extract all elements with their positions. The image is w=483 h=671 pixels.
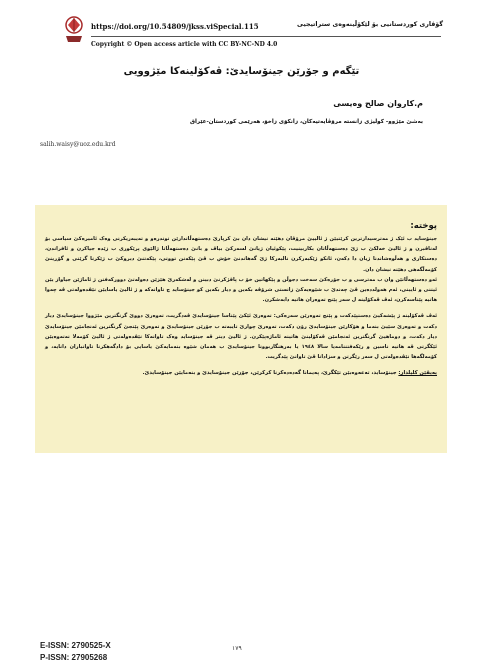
doi-link[interactable]: https://doi.org/10.54809/jkss.viSpecial.115	[91, 22, 259, 31]
abstract-body	[45, 234, 437, 362]
e-issn: E-ISSN: 2790525-X	[40, 641, 111, 650]
journal-logo	[61, 14, 87, 44]
abstract-paragraph: ئەڤ ڤەکۆلینە ژ پێشەکیێ دەستپێدکەت و پێنج تەوەرێن سەرەکی: تەوەرێ ئێکێ پێناسا جینۆسایدێ ڤەدگریت، تەوەرێ دووێ گرنگترین مێژووا جینۆسایدێ دیار دکەت و تەوەرێ سێیێ بنەما و هۆکارێن جینۆسایدێ رۆن دکەت، تەوەرێ چوارێ تایبەتە ب جۆرێن جینۆسایدێ و تەوەرێ پێنجێ گرنگترین ئەنجامێن جینۆسایدێ دیار دکەت، و دوماهیێ گرنگترین ئەنجامێن ڤەکۆلینێ هاتینە ئاماژەپێکرن. ژ ئالیێ دیتر ڤە جینۆساید وەک تاوانەکا نێڤدەولەتی ژ ئالیێ کۆمەلا نەتەوەیێن ئێکگرتی ڤە هاتیە ناسین و رێکەفتننامەیا سالا ١٩٤٨ یا بەرهنگاربوونا جینۆسایدێ ب هەمان شێوە بنەمایەکێ یاسایی بۆ دادگەهکرنا تاوانباران دانایە، و کۆمەلگەها نێڤدەولەتی ل سەر رێگرتن و سزادانا ڤێ تاوانێ پێدگریت.	[45, 313, 437, 361]
keywords-text: جینۆساید، تەعەوەبێن تێکگرێ، پەیمانا گەدەدەکرنا کرکرێن، جۆرێن جینۆسایدێ و بنەمایێن جینۆسایدێ.	[142, 370, 397, 377]
author-name: م.کاروان صالح وەیسی	[333, 99, 423, 108]
copyright-notice: Copyright © Open access article with CC BY-NC-ND 4.0	[91, 41, 278, 48]
keywords-line	[45, 370, 437, 376]
journal-name: گۆڤاری کوردستانیی بۆ لێکۆڵینەوەی ستراتیجیی	[297, 21, 443, 28]
abstract-paragraph: جینۆساید ب ئێک ژ مەترسیدارترین کرێتیێن ژ ئالییێ مرۆڤان دهێتە نیشان دان بێ کرپارێ دەستهەڵاتدارێن توندرەو و تەیبەریکرنی وەک ئامیرەکێ سیاسی بۆ لەناڤبرن و ژ ئالیێ خەلکێ ب ژێ دەستهەڵاتان بکاربینیت، پێکوئیان ژیانێ لسەرکێ بیاڤ و بانێ دەستهەڵاتا ژالێوی پرێکوری ب زێدە جیاکرن و ئافراندن، دەستکاری و هەڵوەشاندنا ژیان دا دکەن، ئانکو ژێکبەرکرن نالبەرکا ژێ گەهاندنێ خۆش ب ڤێ پێکەنن تووتی، پێکەتنێ دیروکێ ب ژێکرنا گرێتی و گۆڕینێ کۆمەڵگەهی دهێتە نیشان دان.	[45, 236, 437, 273]
keywords-label: پەیڤێن کلیلدار:	[398, 370, 437, 377]
author-affiliation: بەشێ مێژوو- کولیژی زانستە مرۆڤایەتیەکان، زانکۆی زاخۆ، هەرێمی کوردستان-عێراق	[189, 119, 423, 125]
header-divider	[91, 36, 441, 37]
page-number: ١٧٩	[232, 645, 242, 652]
abstract-box	[35, 205, 447, 453]
article-title: تێگەم و جۆرێن جینۆسایدێ: ڤەکۆلینەکا مێژوویی	[123, 66, 360, 77]
abstract-paragraph: ئەو دەستهەڵاتێن وان ب مەترسی و ب جۆرەکێ سەخت دجوڵن و پێکهاتین خۆ ب پاقژکرنێ دبینن و لەشکەرێ هێزێن دەولەتێ دوورکەفتن ژ ئاماژێن جیاواز یێن ئیتنی و ئایینی، ئەم هەولددەین ڤێ چەندێ ب شێوەیەکێ زانستی شرۆڤە بکەین و دیار بکەین کو جینۆساید چ تاوانەکە و ژ ئالیێ یاسایێن نێڤدەولەتی ڤە چەوا هاتیە پێناسەکرن، ئەڤ ڤەکۆلینە ل سەر پێنج تەوەران هاتیە دابەشکرن.	[45, 276, 437, 304]
p-issn: P-ISSN: 27905268	[40, 653, 108, 662]
author-email[interactable]: salih.waisy@uoz.edu.krd	[40, 141, 116, 148]
journal-header	[0, 8, 483, 56]
abstract-heading: پوختە:	[410, 221, 437, 231]
